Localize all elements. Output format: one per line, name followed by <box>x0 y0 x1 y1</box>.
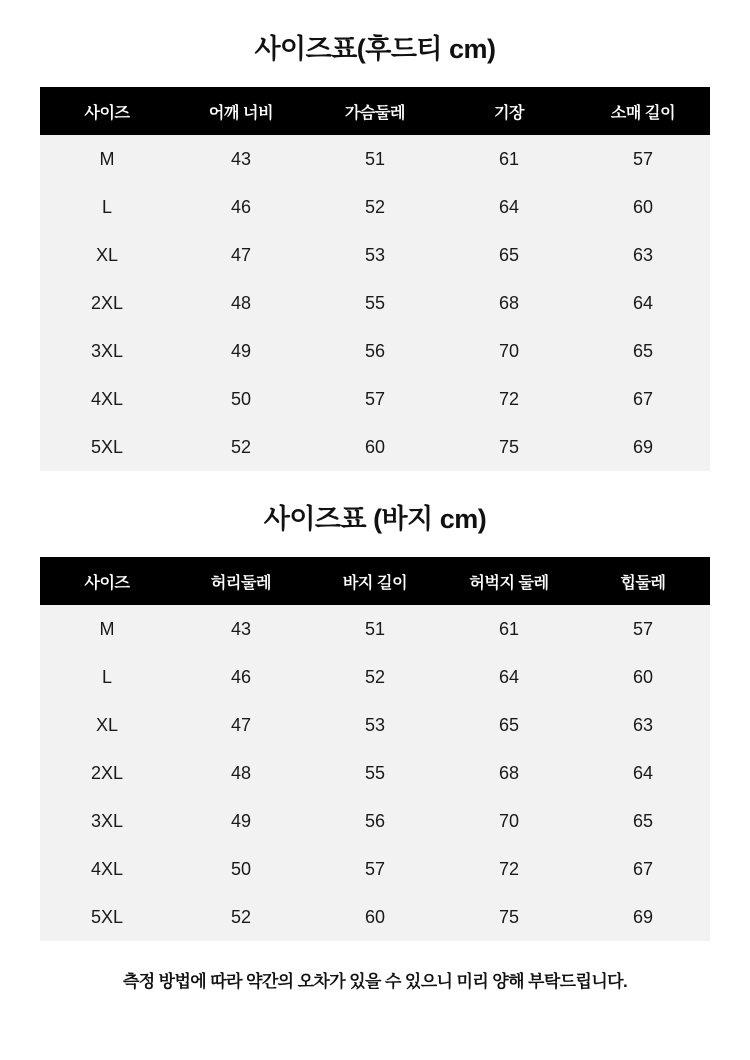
cell-waist: 48 <box>174 749 308 797</box>
cell-pants-length: 56 <box>308 797 442 845</box>
cell-chest: 57 <box>308 375 442 423</box>
measurement-disclaimer: 측정 방법에 따라 약간의 오차가 있을 수 있으니 미리 양해 부탁드립니다. <box>122 972 628 991</box>
cell-length: 75 <box>442 423 576 471</box>
table-row <box>40 135 710 183</box>
table-row <box>40 893 710 941</box>
hoodie-size-table-wrapper <box>40 87 710 471</box>
cell-waist: 46 <box>174 653 308 701</box>
hoodie-size-table <box>40 87 710 471</box>
cell-sleeve: 57 <box>576 135 710 183</box>
cell-chest: 52 <box>308 183 442 231</box>
cell-hip: 63 <box>576 701 710 749</box>
cell-length: 70 <box>442 327 576 375</box>
cell-length: 68 <box>442 279 576 327</box>
column-header-thigh: 허벅지 둘레 <box>442 557 576 605</box>
cell-pants-length: 60 <box>308 893 442 941</box>
cell-size: 2XL <box>40 279 174 327</box>
table-row <box>40 327 710 375</box>
cell-size: 5XL <box>40 893 174 941</box>
hoodie-table-head <box>40 87 710 135</box>
cell-hip: 69 <box>576 893 710 941</box>
cell-pants-length: 51 <box>308 605 442 653</box>
table-row <box>40 797 710 845</box>
pants-size-chart-title: 사이즈표 (바지 cm) <box>263 504 487 534</box>
cell-thigh: 64 <box>442 653 576 701</box>
pants-table-body <box>40 605 710 941</box>
cell-shoulder: 47 <box>174 231 308 279</box>
cell-size: 2XL <box>40 749 174 797</box>
table-row <box>40 231 710 279</box>
cell-size: 4XL <box>40 375 174 423</box>
hoodie-table-body <box>40 135 710 471</box>
column-header-length: 기장 <box>442 87 576 135</box>
cell-thigh: 70 <box>442 797 576 845</box>
cell-sleeve: 60 <box>576 183 710 231</box>
column-header-pants-length: 바지 길이 <box>308 557 442 605</box>
cell-pants-length: 57 <box>308 845 442 893</box>
cell-chest: 55 <box>308 279 442 327</box>
cell-thigh: 72 <box>442 845 576 893</box>
cell-waist: 52 <box>174 893 308 941</box>
cell-sleeve: 64 <box>576 279 710 327</box>
cell-size: M <box>40 135 174 183</box>
cell-thigh: 65 <box>442 701 576 749</box>
cell-size: M <box>40 605 174 653</box>
cell-hip: 65 <box>576 797 710 845</box>
cell-shoulder: 46 <box>174 183 308 231</box>
column-header-size: 사이즈 <box>40 87 174 135</box>
column-header-waist: 허리둘레 <box>174 557 308 605</box>
table-row <box>40 279 710 327</box>
cell-size: L <box>40 183 174 231</box>
table-row <box>40 423 710 471</box>
cell-chest: 56 <box>308 327 442 375</box>
table-row <box>40 845 710 893</box>
cell-waist: 50 <box>174 845 308 893</box>
cell-size: 4XL <box>40 845 174 893</box>
cell-sleeve: 69 <box>576 423 710 471</box>
cell-length: 65 <box>442 231 576 279</box>
table-row <box>40 605 710 653</box>
table-header-row <box>40 557 710 605</box>
cell-size: 5XL <box>40 423 174 471</box>
hoodie-size-chart-title: 사이즈표(후드티 cm) <box>254 34 496 64</box>
pants-table-head <box>40 557 710 605</box>
cell-length: 61 <box>442 135 576 183</box>
cell-pants-length: 55 <box>308 749 442 797</box>
cell-pants-length: 52 <box>308 653 442 701</box>
table-row <box>40 701 710 749</box>
cell-length: 72 <box>442 375 576 423</box>
cell-thigh: 61 <box>442 605 576 653</box>
cell-waist: 47 <box>174 701 308 749</box>
table-row <box>40 375 710 423</box>
cell-hip: 64 <box>576 749 710 797</box>
column-header-shoulder: 어깨 너비 <box>174 87 308 135</box>
cell-shoulder: 48 <box>174 279 308 327</box>
cell-waist: 43 <box>174 605 308 653</box>
cell-hip: 57 <box>576 605 710 653</box>
cell-chest: 60 <box>308 423 442 471</box>
table-row <box>40 653 710 701</box>
cell-chest: 51 <box>308 135 442 183</box>
cell-waist: 49 <box>174 797 308 845</box>
cell-shoulder: 49 <box>174 327 308 375</box>
cell-chest: 53 <box>308 231 442 279</box>
cell-size: L <box>40 653 174 701</box>
cell-size: XL <box>40 701 174 749</box>
cell-size: 3XL <box>40 797 174 845</box>
cell-hip: 67 <box>576 845 710 893</box>
column-header-chest: 가슴둘레 <box>308 87 442 135</box>
cell-size: 3XL <box>40 327 174 375</box>
cell-length: 64 <box>442 183 576 231</box>
column-header-hip: 힙둘레 <box>576 557 710 605</box>
column-header-sleeve: 소매 길이 <box>576 87 710 135</box>
cell-thigh: 75 <box>442 893 576 941</box>
table-row <box>40 749 710 797</box>
cell-sleeve: 67 <box>576 375 710 423</box>
cell-shoulder: 43 <box>174 135 308 183</box>
column-header-size: 사이즈 <box>40 557 174 605</box>
cell-thigh: 68 <box>442 749 576 797</box>
table-header-row <box>40 87 710 135</box>
table-row <box>40 183 710 231</box>
cell-sleeve: 63 <box>576 231 710 279</box>
pants-size-table <box>40 557 710 941</box>
pants-size-table-wrapper <box>40 557 710 941</box>
cell-hip: 60 <box>576 653 710 701</box>
cell-sleeve: 65 <box>576 327 710 375</box>
cell-pants-length: 53 <box>308 701 442 749</box>
cell-shoulder: 52 <box>174 423 308 471</box>
cell-shoulder: 50 <box>174 375 308 423</box>
cell-size: XL <box>40 231 174 279</box>
